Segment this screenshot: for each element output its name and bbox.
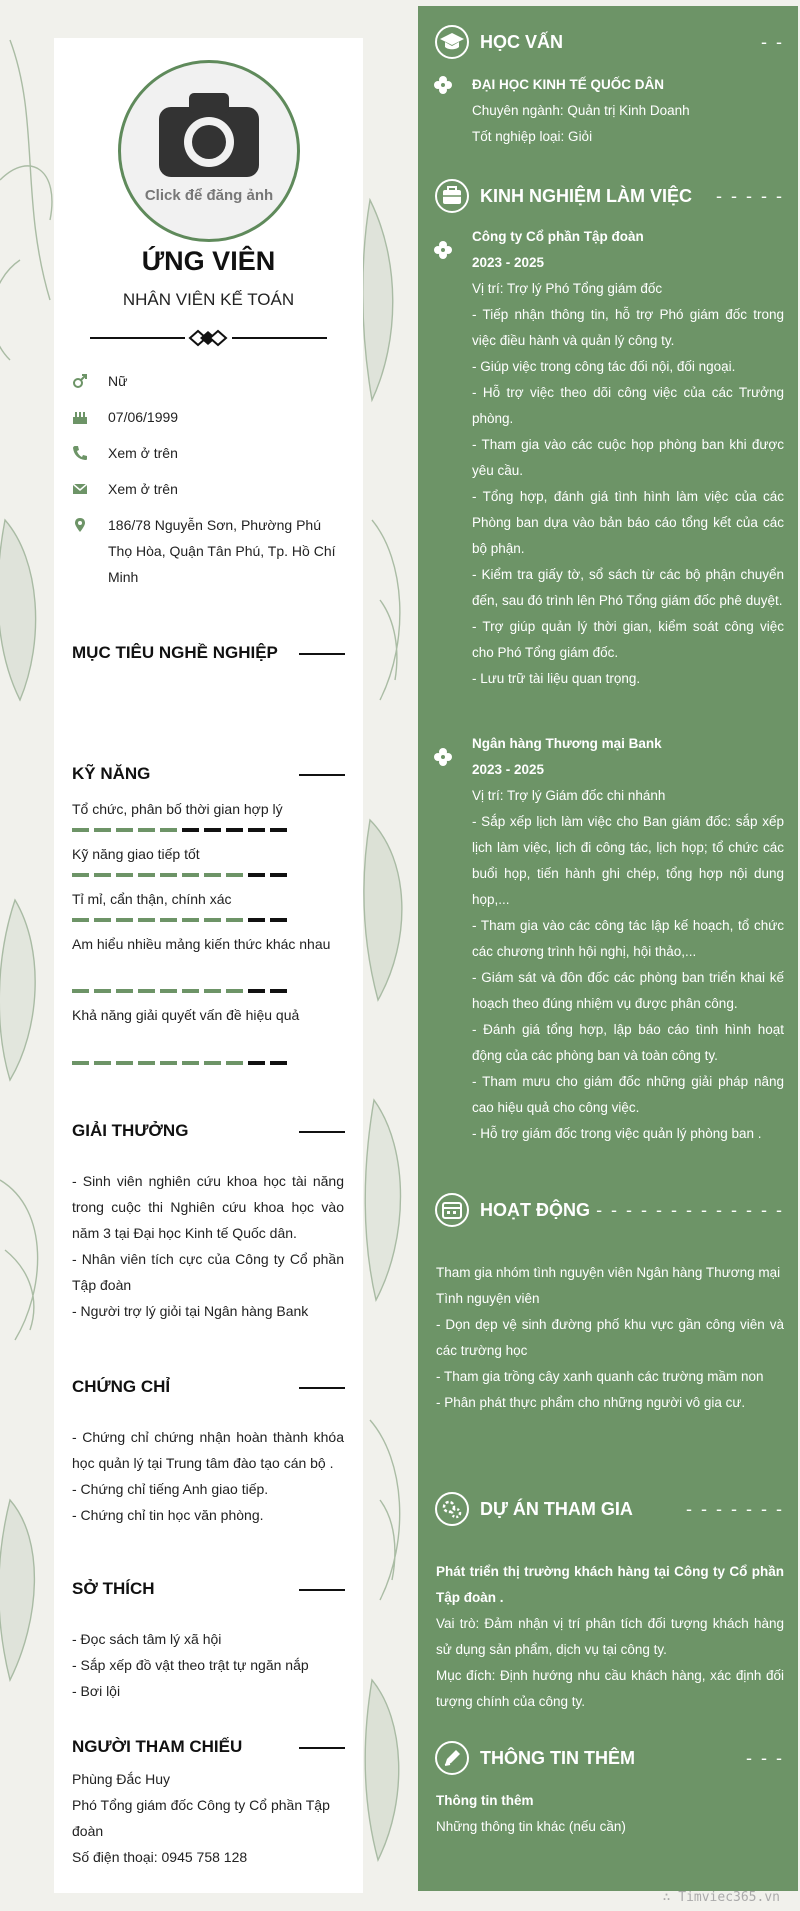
skill-rating-segment bbox=[226, 918, 243, 922]
hobbies-list bbox=[72, 1626, 344, 1704]
calendar-icon bbox=[434, 1192, 470, 1228]
certificate-item: - Chứng chỉ tiếng Anh giao tiếp. bbox=[72, 1481, 269, 1497]
section-header-career-goal bbox=[72, 641, 345, 665]
profile-photo-upload[interactable] bbox=[118, 60, 300, 242]
reference-name: Phùng Đắc Huy bbox=[72, 1771, 171, 1787]
activity-line: - Phân phát thực phẩm cho những người vô gia cư. bbox=[436, 1395, 746, 1410]
job-period: 2023 - 2025 bbox=[472, 762, 545, 777]
skill-rating-bar bbox=[72, 918, 296, 922]
references-list bbox=[72, 1766, 344, 1870]
job-line: - Hỗ trợ giám đốc trong việc quản lý phòng ban . bbox=[472, 1126, 762, 1141]
photo-caption: Click để đăng ảnh bbox=[144, 187, 274, 204]
skill-rating-segment bbox=[226, 873, 243, 877]
gender-icon bbox=[72, 373, 88, 389]
skill-rating-segment bbox=[94, 1061, 111, 1065]
candidate-name: ỨNG VIÊN bbox=[141, 246, 276, 276]
skill-rating-segment bbox=[116, 1061, 133, 1065]
skill-rating-segment bbox=[204, 989, 221, 993]
skill-rating-segment bbox=[160, 989, 177, 993]
activity-line: - Dọn dẹp vệ sinh đường phố khu vực gần công viên và các trường học bbox=[436, 1317, 784, 1358]
experience-title: KINH NGHIỆM LÀM VIỆC bbox=[480, 186, 693, 206]
watermark: ∴ Timviec365.vn bbox=[662, 1890, 780, 1905]
education-title: HỌC VẤN bbox=[480, 32, 564, 52]
skill-rating-segment bbox=[94, 918, 111, 922]
hobby-item: - Bơi lội bbox=[72, 1683, 121, 1699]
section-rule bbox=[299, 774, 345, 776]
award-item: - Người trợ lý giỏi tại Ngân hàng Bank bbox=[72, 1303, 309, 1319]
skill-rating-bar bbox=[72, 828, 296, 832]
envelope-icon bbox=[72, 481, 88, 497]
section-header-hobbies bbox=[72, 1577, 345, 1601]
skill-rating-segment bbox=[72, 873, 89, 877]
job-line: - Trợ giúp quản lý thời gian, kiểm soát công việc cho Phó Tổng giám đốc. bbox=[472, 619, 784, 660]
skill-rating-segment bbox=[94, 989, 111, 993]
phone-value: Xem ở trên bbox=[108, 445, 178, 461]
section-header-activities bbox=[434, 1192, 784, 1232]
address-value: 186/78 Nguyễn Sơn, Phường Phú Thọ Hòa, Quận Tân Phú, Tp. Hồ Chí Minh bbox=[108, 517, 336, 585]
projects-title: DỰ ÁN THAM GIA bbox=[480, 1499, 633, 1519]
skill-name: Tỉ mỉ, cẩn thận, chính xác bbox=[72, 891, 232, 907]
skill-rating-segment bbox=[248, 918, 265, 922]
job-line: - Giúp việc trong công tác đối nội, đối ngoại. bbox=[472, 359, 736, 374]
section-header-references bbox=[72, 1735, 345, 1759]
section-header-projects bbox=[434, 1491, 784, 1531]
skill-rating-bar bbox=[72, 1061, 296, 1065]
section-header-education bbox=[434, 24, 784, 64]
skill-rating-segment bbox=[160, 918, 177, 922]
skill-rating-segment bbox=[270, 873, 287, 877]
job-period: 2023 - 2025 bbox=[472, 255, 545, 270]
skill-rating-segment bbox=[116, 989, 133, 993]
skill-rating-segment bbox=[182, 873, 199, 877]
job-line: - Giám sát và đôn đốc các phòng ban triển khai kế hoạch theo đúng nhiệm vụ được phân công. bbox=[472, 970, 784, 1011]
skill-rating-bar bbox=[72, 873, 296, 877]
phone-icon bbox=[72, 445, 88, 461]
job-line: - Tổng hợp, đánh giá tình hình làm việc của các Phòng ban dựa vào bản báo cáo tổng kết của các bộ phận. bbox=[472, 489, 784, 556]
skill-rating-segment bbox=[72, 918, 89, 922]
skill-rating-segment bbox=[182, 989, 199, 993]
job-line: - Hỗ trợ việc theo dõi công việc của các Trưởng phòng. bbox=[472, 385, 784, 426]
skill-rating-bar bbox=[72, 989, 296, 993]
awards-list bbox=[72, 1168, 344, 1324]
skill-rating-segment bbox=[116, 918, 133, 922]
extra-text: Những thông tin khác (nếu cần) bbox=[436, 1819, 626, 1834]
skill-rating-segment bbox=[160, 873, 177, 877]
left-column bbox=[54, 38, 363, 1893]
section-header-skills bbox=[72, 762, 345, 786]
certificates-title: CHỨNG CHỈ bbox=[72, 1377, 171, 1396]
camera-icon bbox=[157, 89, 261, 179]
job-company: Công ty Cổ phần Tập đoàn bbox=[472, 229, 644, 244]
skill-rating-segment bbox=[270, 918, 287, 922]
skill-rating-segment bbox=[72, 1061, 89, 1065]
skill-rating-segment bbox=[138, 918, 155, 922]
project-name: Phát triển thị trường khách hàng tại Công ty Cổ phần Tập đoàn . bbox=[436, 1564, 784, 1605]
skill-rating-segment bbox=[270, 1061, 287, 1065]
activities-title: HOẠT ĐỘNG bbox=[480, 1200, 590, 1220]
skill-rating-segment bbox=[160, 1061, 177, 1065]
skill-rating-segment bbox=[182, 918, 199, 922]
skill-rating-segment bbox=[138, 873, 155, 877]
references-title: NGƯỜI THAM CHIẾU bbox=[72, 1737, 243, 1756]
job-line: - Tham gia vào các công tác lập kế hoạch, tổ chức các chương trình hội nghị, hội thảo,... bbox=[472, 918, 784, 959]
section-rule bbox=[299, 1131, 345, 1133]
section-rule bbox=[299, 653, 345, 655]
gender-value: Nữ bbox=[108, 373, 128, 389]
skill-rating-segment bbox=[226, 1061, 243, 1065]
skill-rating-segment bbox=[116, 828, 133, 832]
pen-icon bbox=[434, 1740, 470, 1776]
school-name: ĐẠI HỌC KINH TẾ QUỐC DÂN bbox=[472, 77, 664, 92]
skill-rating-segment bbox=[204, 918, 221, 922]
skill-rating-segment bbox=[248, 989, 265, 993]
certificate-item: - Chứng chỉ chứng nhận hoàn thành khóa học quản lý tại Trung tâm đào tạo cán bộ . bbox=[72, 1429, 344, 1471]
gears-icon bbox=[434, 1491, 470, 1527]
skill-rating-segment bbox=[94, 828, 111, 832]
education-dashes: - - bbox=[761, 32, 784, 52]
skill-rating-segment bbox=[94, 873, 111, 877]
career-goal-title: MỤC TIÊU NGHỀ NGHIỆP bbox=[72, 643, 278, 662]
reference-title: Phó Tổng giám đốc Công ty Cổ phần Tập đoàn bbox=[72, 1797, 330, 1839]
ornament-divider bbox=[90, 328, 327, 348]
extra-content bbox=[436, 1788, 784, 1840]
job-entry bbox=[472, 224, 784, 692]
map-marker-icon bbox=[72, 517, 88, 533]
activity-line: - Tham gia trồng cây xanh quanh các trường mầm non bbox=[436, 1369, 764, 1384]
birthday-cake-icon bbox=[72, 409, 88, 425]
skill-rating-segment bbox=[116, 873, 133, 877]
job-line: - Tham gia vào các cuộc họp phòng ban khi được yêu cầu. bbox=[472, 437, 784, 478]
job-entry bbox=[472, 731, 784, 1147]
skill-rating-segment bbox=[138, 1061, 155, 1065]
hobbies-title: SỞ THÍCH bbox=[72, 1579, 155, 1598]
section-header-certificates bbox=[72, 1375, 345, 1399]
briefcase-icon bbox=[434, 178, 470, 214]
section-header-extra bbox=[434, 1740, 784, 1780]
skill-rating-segment bbox=[138, 989, 155, 993]
flower-bullet-icon bbox=[434, 241, 452, 259]
section-header-awards bbox=[72, 1119, 345, 1143]
flower-bullet-icon bbox=[434, 76, 452, 94]
skill-name: Khả năng giải quyết vấn đề hiệu quả bbox=[72, 1007, 300, 1023]
extra-dashes: - - - bbox=[746, 1748, 784, 1768]
section-rule bbox=[299, 1589, 345, 1591]
skill-rating-segment bbox=[248, 1061, 265, 1065]
job-line: - Tiếp nhận thông tin, hỗ trợ Phó giám đốc trong việc điều hành và quản lý công ty. bbox=[472, 307, 784, 348]
activity-line: Tham gia nhóm tình nguyện viên Ngân hàng Thương mại bbox=[436, 1265, 781, 1280]
skill-name: Am hiểu nhiều mảng kiến thức khác nhau bbox=[72, 936, 331, 952]
skill-rating-segment bbox=[72, 828, 89, 832]
candidate-position: NHÂN VIÊN KẾ TOÁN bbox=[122, 290, 295, 309]
projects-content bbox=[436, 1559, 784, 1715]
right-column bbox=[418, 6, 798, 1891]
birthday-value: 07/06/1999 bbox=[108, 409, 179, 425]
skill-rating-segment bbox=[226, 828, 243, 832]
reference-phone: Số điện thoại: 0945 758 128 bbox=[72, 1849, 248, 1865]
job-line: - Sắp xếp lịch làm việc cho Ban giám đốc: sắp xếp lịch làm việc, lịch đi công tác, lịch họp; tổ chức các buổi họp, tiến hành ghi chép, tổng hợp nội dung họp,... bbox=[472, 814, 784, 907]
skill-rating-segment bbox=[182, 828, 199, 832]
job-line: Vị trí: Trợ lý Phó Tổng giám đốc bbox=[472, 281, 663, 296]
education-content bbox=[472, 72, 784, 150]
awards-title: GIẢI THƯỞNG bbox=[72, 1121, 189, 1140]
activity-line: Tình nguyện viên bbox=[436, 1291, 540, 1306]
skill-rating-segment bbox=[138, 828, 155, 832]
graduation-cap-icon bbox=[434, 24, 470, 60]
skill-rating-segment bbox=[160, 828, 177, 832]
award-item: - Sinh viên nghiên cứu khoa học tài năng trong cuộc thi Nghiên cứu khoa học vào năm 3 tại Đại học Kinh tế Quốc dân. bbox=[72, 1173, 344, 1241]
section-header-experience bbox=[434, 178, 784, 218]
extra-title: THÔNG TIN THÊM bbox=[480, 1748, 635, 1768]
extra-subtitle: Thông tin thêm bbox=[436, 1793, 534, 1808]
job-line: Vị trí: Trợ lý Giám đốc chi nhánh bbox=[472, 788, 666, 803]
skill-name: Tổ chức, phân bố thời gian hợp lý bbox=[72, 801, 283, 817]
job-line: - Lưu trữ tài liệu quan trọng. bbox=[472, 671, 641, 686]
projects-dashes: - - - - - - - bbox=[686, 1499, 784, 1519]
project-line: Mục đích: Định hướng nhu cầu khách hàng, xác định đối tượng chính của công ty. bbox=[436, 1668, 784, 1709]
hobby-item: - Đọc sách tâm lý xã hội bbox=[72, 1631, 222, 1647]
skills-title: KỸ NĂNG bbox=[72, 764, 151, 783]
job-company: Ngân hàng Thương mại Bank bbox=[472, 736, 662, 751]
section-rule bbox=[299, 1387, 345, 1389]
project-line: Vai trò: Đảm nhận vị trí phân tích đối tượng khách hàng sử dụng sản phẩm, dịch vụ tại công ty. bbox=[436, 1616, 784, 1657]
activities-dashes: - - - - - - - - - - - - - bbox=[596, 1200, 784, 1220]
activities-content bbox=[436, 1260, 784, 1416]
experience-dashes: - - - - - bbox=[716, 186, 784, 206]
email-value: Xem ở trên bbox=[108, 481, 178, 497]
award-item: - Nhân viên tích cực của Công ty Cổ phần Tập đoàn bbox=[72, 1251, 344, 1293]
skill-rating-segment bbox=[248, 873, 265, 877]
skill-rating-segment bbox=[204, 828, 221, 832]
skill-rating-segment bbox=[72, 989, 89, 993]
skill-rating-segment bbox=[270, 989, 287, 993]
certificate-item: - Chứng chỉ tin học văn phòng. bbox=[72, 1507, 264, 1523]
skill-rating-segment bbox=[248, 828, 265, 832]
skill-rating-segment bbox=[270, 828, 287, 832]
skill-rating-segment bbox=[204, 873, 221, 877]
skill-rating-segment bbox=[182, 1061, 199, 1065]
certificates-list bbox=[72, 1424, 344, 1528]
flower-bullet-icon bbox=[434, 748, 452, 766]
job-line: - Tham mưu cho giám đốc những giải pháp nâng cao hiệu quả cho công việc. bbox=[472, 1074, 784, 1115]
hobby-item: - Sắp xếp đồ vật theo trật tự ngăn nắp bbox=[72, 1657, 309, 1673]
skill-name: Kỹ năng giao tiếp tốt bbox=[72, 846, 200, 862]
skill-rating-segment bbox=[204, 1061, 221, 1065]
section-rule bbox=[299, 1747, 345, 1749]
skill-rating-segment bbox=[226, 989, 243, 993]
job-line: - Đánh giá tổng hợp, lập báo cáo tình hình hoạt động của các phòng ban và toàn công ty. bbox=[472, 1022, 784, 1063]
school-grade: Tốt nghiệp loại: Giỏi bbox=[472, 129, 593, 144]
school-major: Chuyên ngành: Quản trị Kinh Doanh bbox=[472, 103, 690, 118]
job-line: - Kiểm tra giấy tờ, sổ sách từ các bộ phận chuyển đến, sau đó trình lên Phó Tổng giám đốc phê duyệt. bbox=[472, 567, 784, 608]
